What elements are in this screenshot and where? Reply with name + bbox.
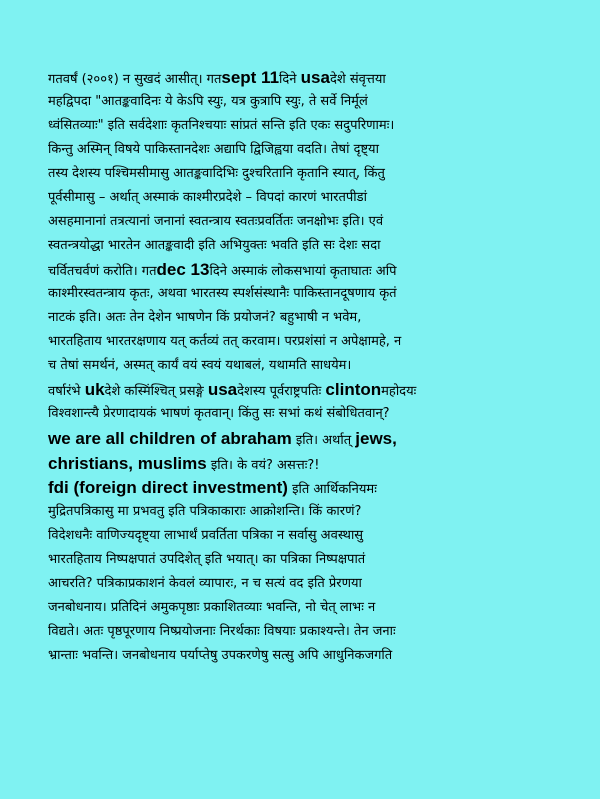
english-country: usa xyxy=(207,380,238,399)
text-segment: देशे संवृत्तया xyxy=(329,72,386,87)
text-segment: वर्षारंभे xyxy=(48,384,85,399)
text-line xyxy=(48,451,564,476)
text-line xyxy=(48,258,564,282)
text-segment: देशस्य पूर्वराष्ट्रपतिः xyxy=(237,384,326,399)
text-line: भ्रान्ताः भवन्ति। जनबोधनाय पर्याप्तेषु उपकरणेषु सत्सु अपि आधुनिकजगति xyxy=(48,648,393,663)
text-line xyxy=(48,378,564,402)
text-segment: दिने xyxy=(279,72,301,87)
text-line: नाटकं इति। अतः तेन देशेन भाषणेन किं प्रयोजनं? बहुभाषी न भवेम, xyxy=(48,310,362,325)
english-name: clinton xyxy=(325,380,382,399)
english-date: sept 11 xyxy=(221,68,280,87)
english-quote: we are all children of abraham xyxy=(48,429,292,448)
text-line: पूर्वसीमासु – अर्थात् अस्माकं काश्मीरप्रदेशे – विपदां कारणं भारतपीडां xyxy=(48,190,367,205)
text-line: विद्यते। अतः पृष्ठपूरणाय निष्प्रयोजनाः निरर्थकाः विषयाः प्रकाश्यन्ते। तेन जनाः xyxy=(48,624,396,639)
text-line: किन्तु अस्मिन् विषये पाकिस्तानदेशः अद्यापि द्विजिह्वया वदति। तेषां दृष्ट्या xyxy=(48,142,379,157)
text-line: विश्वशान्त्यै प्रेरणादायकं भाषणं कृतवान्। किंतु सः सभां कथं संबोधितवान्? xyxy=(48,406,390,421)
text-line: महद्विपदा "आतङ्कवादिनः ये केऽपि स्युः, यत्र कुत्रापि स्युः, ते सर्वे निर्मूलं xyxy=(48,94,368,109)
text-line: भारतहिताय भारतरक्षणाय यत् कर्तव्यं तत् करवाम। परप्रशंसां न अपेक्षामहे, न xyxy=(48,334,402,349)
english-date: dec 13 xyxy=(156,260,210,279)
text-line xyxy=(48,426,564,451)
text-segment: गतवर्षं (२००१) न सुखदं आसीत्। गत xyxy=(48,72,222,87)
text-line: स्वतन्त्रयोद्धा भारतेन आतङ्कवादी इति अभियुक्तः भवति इति सः देशः सदा xyxy=(48,238,381,253)
text-line: भारतहिताय निष्पक्षपातं उपदिशेत् इति भयात्। का पत्रिका निष्पक्षपातं xyxy=(48,552,366,567)
text-line: च तेषां समर्थनं, अस्मत् कार्यं वयं स्वयं यथाबलं, यथामति साधयेम। xyxy=(48,358,352,373)
text-line xyxy=(48,476,564,500)
english-country: usa xyxy=(300,68,330,87)
english-country: uk xyxy=(84,380,105,399)
english-list: christians, muslims xyxy=(48,454,207,473)
text-segment: इति। के वयं? असत्तः?! xyxy=(210,458,320,473)
english-list: jews, xyxy=(355,429,397,448)
text-line: असहमानानां तत्रत्यानां जनानां स्वतन्त्राय स्वतःप्रवर्तितः जनक्षोभः इति। एवं xyxy=(48,214,384,229)
sanskrit-article xyxy=(48,66,564,668)
text-line: आचरति? पत्रिकाप्रकाशनं केवलं व्यापारः, न च सत्यं वद इति प्रेरणया xyxy=(48,576,362,591)
text-segment: चर्वितचर्वणं करोति। गत xyxy=(48,264,157,279)
text-line: विदेशधनैः वाणिज्यदृष्ट्या लाभार्थं प्रवर्तिता पत्रिका न सर्वासु अवस्थासु xyxy=(48,528,364,543)
english-term: fdi (foreign direct investment) xyxy=(48,478,288,497)
text-line: काश्मीरस्वतन्त्राय कृतः, अथवा भारतस्य स्पर्शसंस्थानैः पाकिस्तानदूषणाय कृतं xyxy=(48,286,397,301)
text-segment: महोदयः xyxy=(381,384,417,399)
text-line: मुद्रितपत्रिकासु मा प्रभवतु इति पत्रिकाकाराः आक्रोशन्ति। किं कारणं? xyxy=(48,504,362,519)
text-segment: इति आर्थिकनियमः xyxy=(292,482,377,497)
text-line: ध्वंसितव्याः" इति सर्वदेशाः कृतनिश्चयाः सांप्रतं सन्ति इति एकः सदुपरिणामः। xyxy=(48,118,395,133)
text-segment: इति। अर्थात् xyxy=(295,433,356,448)
text-line xyxy=(48,66,564,90)
text-segment: देशे कस्मिंश्चित् प्रसङ्गे xyxy=(104,384,208,399)
text-line: जनबोधनाय। प्रतिदिनं अमुकपृष्ठाः प्रकाशितव्याः भवन्ति, नो चेत् लाभः न xyxy=(48,600,376,615)
text-line: तस्य देशस्य पश्चिमसीमासु आतङ्कवादिभिः दुश्चरितानि कृतानि स्यात्, किंतु xyxy=(48,166,385,181)
text-segment: दिने अस्माकं लोकसभायां कृताघातः अपि xyxy=(209,264,397,279)
